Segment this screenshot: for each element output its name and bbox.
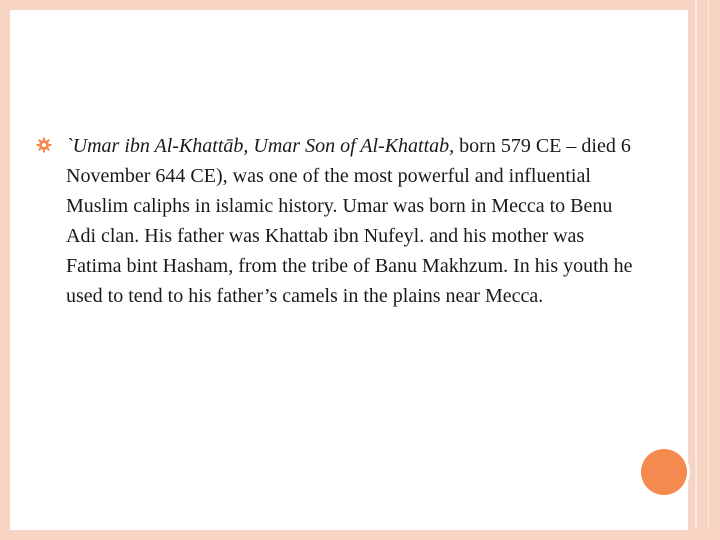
bullet-body: , born 579 CE – died 6 November 644 CE), was one of the most powerful and influential Muslim caliphs in islamic history. Umar was born in Mecca to Benu Adi clan. His father was Khattab ibn Nufeyl. and his mother was Fatima bint Hasham, from the tribe of Banu Makhzum. In his youth he used to tend to his father’s camels in the plains near Mecca. [66, 135, 633, 307]
frame-right-line [695, 0, 697, 540]
bullet-italic-lead: `Umar ibn Al-Khattāb, Umar Son of Al-Khattab [66, 135, 450, 157]
frame-right-band [688, 0, 720, 540]
bullet-text [66, 131, 641, 311]
gear-bullet-icon [36, 137, 52, 153]
frame-top-border [0, 0, 720, 10]
frame-right-line-thin [708, 0, 709, 540]
frame-left-border [0, 0, 10, 540]
frame-bottom-border [0, 530, 720, 540]
decorative-orange-circle [641, 449, 687, 495]
